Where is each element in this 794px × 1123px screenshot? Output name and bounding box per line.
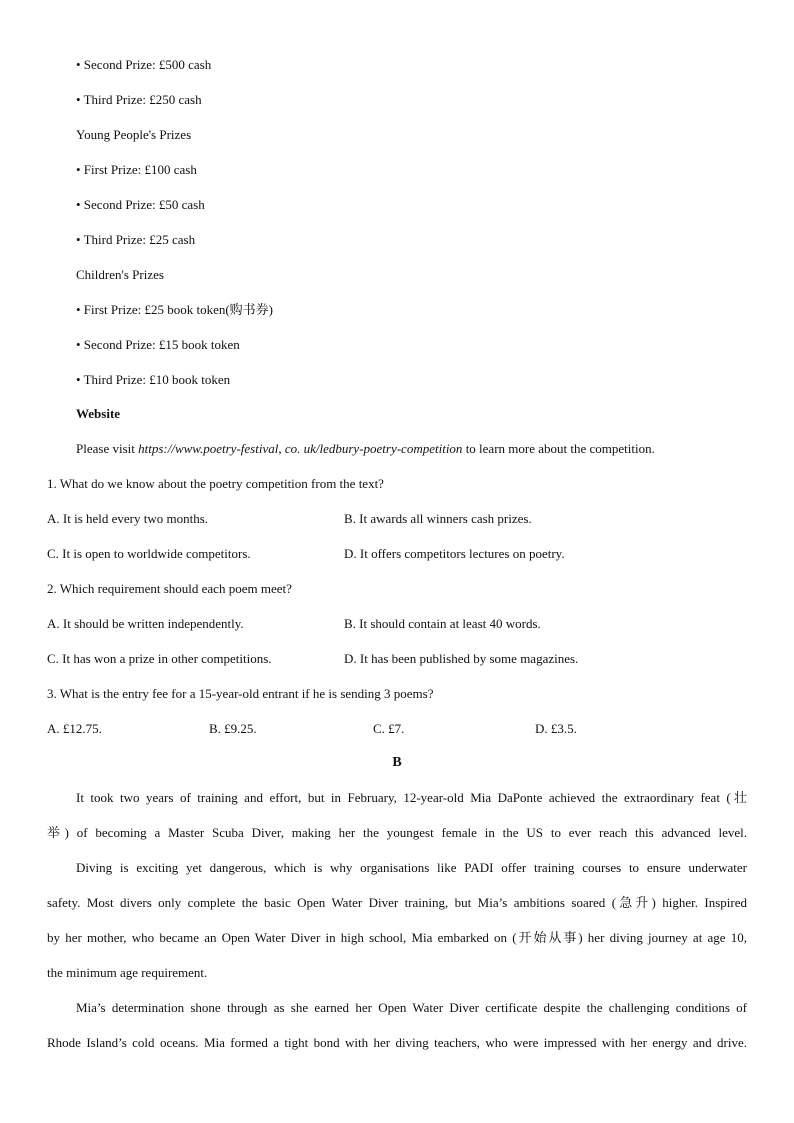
option-b[interactable]: B. £9.25. [209,721,257,736]
children-prizes-heading: Children's Prizes [76,267,164,282]
prize-item: • First Prize: £25 book token(购书券) [76,302,274,317]
prize-item: • Third Prize: £10 book token [76,372,231,387]
website-paragraph [76,440,655,458]
passage-line: Rhode Island’s cold oceans. Mia formed a tight bond with her diving teachers, who were impressed with her energy and drive. [47,1035,747,1050]
option-d[interactable]: D. It has been published by some magazines. [344,651,579,666]
passage-line: safety. Most divers only complete the basic Open Water Diver training, but Mia’s ambitions soared (急升) higher. Inspired [47,895,747,910]
prize-item: • Second Prize: £15 book token [76,337,240,352]
question-stem: 1. What do we know about the poetry competition from the text? [47,476,384,491]
option-a[interactable]: A. £12.75. [47,721,102,736]
option-c[interactable]: C. It is open to worldwide competitors. [47,546,251,561]
option-c[interactable]: C. It has won a prize in other competitions. [47,651,272,666]
passage-line: Diving is exciting yet dangerous, which is why organisations like PADI offer training courses to ensure underwater [76,860,747,875]
prize-item: • Second Prize: £500 cash [76,57,212,72]
passage-line: 举) of becoming a Master Scuba Diver, making her the youngest female in the US to ever reach this advanced level. [47,825,747,840]
passage-line: Mia’s determination shone through as she earned her Open Water Diver certificate despite the challenging conditions of [76,1000,747,1015]
passage-line: by her mother, who became an Open Water Diver in high school, Mia embarked on (开始从事) her diving journey at age 10, [47,930,747,945]
option-b[interactable]: B. It should contain at least 40 words. [344,616,541,631]
option-a[interactable]: A. It is held every two months. [47,511,209,526]
option-a[interactable]: A. It should be written independently. [47,616,244,631]
question-stem: 3. What is the entry fee for a 15-year-old entrant if he is sending 3 poems? [47,686,434,701]
option-d[interactable]: D. £3.5. [535,721,577,736]
passage-line: the minimum age requirement. [47,965,208,980]
website-text-before: Please visit [76,441,139,456]
website-text-after: to learn more about the competition. [462,441,655,456]
website-heading: Website [76,406,121,421]
passage-label: B [392,755,402,770]
young-prizes-heading: Young People's Prizes [76,127,192,142]
website-url-link[interactable]: https://www.poetry-festival, co. uk/ledbury-poetry-competition [138,441,463,456]
passage-line: It took two years of training and effort, but in February, 12-year-old Mia DaPonte achieved the extraordinary feat (壮 [76,790,747,805]
option-b[interactable]: B. It awards all winners cash prizes. [344,511,532,526]
prize-item: • First Prize: £100 cash [76,162,197,177]
prize-item: • Third Prize: £25 cash [76,232,196,247]
option-d[interactable]: D. It offers competitors lectures on poetry. [344,546,565,561]
option-c[interactable]: C. £7. [373,721,405,736]
prize-item: • Second Prize: £50 cash [76,197,205,212]
prize-item: • Third Prize: £250 cash [76,92,202,107]
question-stem: 2. Which requirement should each poem meet? [47,581,292,596]
